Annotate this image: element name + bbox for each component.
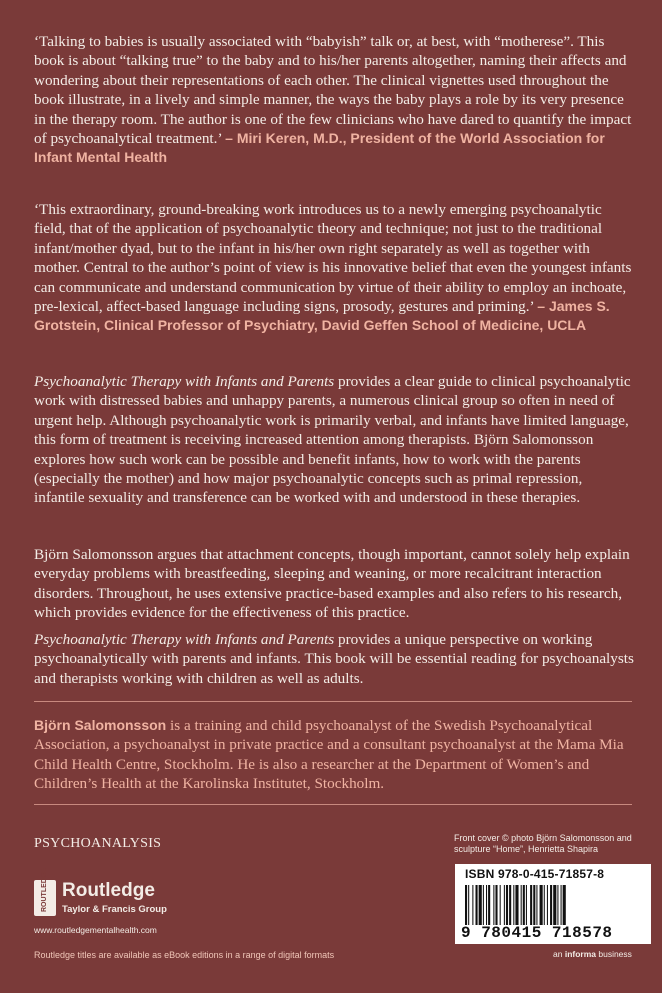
- barcode-bar: [493, 885, 494, 925]
- barcode-bar: [476, 885, 478, 925]
- barcode-bar: [483, 885, 484, 925]
- description-paragraph-3: [34, 630, 634, 688]
- paragraph-text: provides a clear guide to clinical psychoanalytic work with distressed babies and unhappy parents, a numerous clinical group so often in need of urgent help. Although psychoanalytic work is primarily verbal, and infants have limited language, this form of treatment is receiving increased attention among therapists. Björn Salomonsson explores how such work can be possible and benefit infants, how to work with the parents (especially the mother) and how major psychoanalytic concepts such as primal repression, infantile sexuality and transference can be worked with and understood in these therapies.: [34, 373, 631, 507]
- cover-credit: Front cover © photo Björn Salomonsson and sculpture “Home”, Henrietta Shapira: [454, 833, 632, 854]
- barcode-bar: [506, 885, 508, 925]
- barcode-bar: [561, 885, 562, 925]
- publisher-logo: [34, 868, 214, 920]
- barcode-bar: [495, 885, 497, 925]
- publisher-group: Taylor & Francis Group: [62, 904, 167, 915]
- divider: [34, 701, 632, 702]
- description-paragraph-1: [34, 372, 634, 508]
- routledge-mark-icon: [34, 868, 56, 916]
- barcode-bar: [553, 885, 556, 925]
- barcode-bar: [488, 885, 490, 925]
- publisher-name: Routledge: [62, 880, 155, 901]
- informa-prefix: an: [553, 949, 565, 959]
- informa-suffix: business: [596, 949, 632, 959]
- barcode-bar: [500, 885, 501, 925]
- barcode-bar: [509, 885, 511, 925]
- barcode-bar: [523, 885, 525, 925]
- author-name: Björn Salomonsson: [34, 717, 167, 733]
- barcode-bar: [533, 885, 535, 925]
- barcode-bars-icon: [463, 885, 643, 925]
- barcode-bar: [544, 885, 545, 925]
- barcode-bar: [563, 885, 566, 925]
- quote-keren: [34, 32, 634, 168]
- barcode-bar: [540, 885, 543, 925]
- barcode-bar: [530, 885, 532, 925]
- publisher-website: www.routledgementalhealth.com: [34, 925, 157, 935]
- barcode-number: 9 780415 718578: [461, 924, 613, 942]
- book-title-italic: Psychoanalytic Therapy with Infants and Parents: [34, 373, 335, 390]
- barcode-bar: [472, 885, 473, 925]
- quote-text: ‘This extraordinary, ground-breaking work introduces us to a newly emerging psychoanalytic field, that of the application of psychoanalytic theory and technique; not just to the traditional infant/mother dyad, but to the infant in his/her own right separately as well as together with mother. Central to the author’s point of view is his innovative belief that even the youngest infants can communicate and understand communication by virtue of their ability to employ an inchoate, pre-lexical, affect-based language including signs, prosody, gestures and priming.’: [34, 201, 632, 316]
- author-bio-text: is a training and child psychoanalyst of the Swedish Psychoanalytical Association, a psychoanalyst in private practice and a consultant psychoanalyst at the Mama Mia Child Health Centre, Stockholm. He is also a researcher at the Department of Women’s and Children’s Health at the Karolinska Institutet, Stockholm.: [34, 717, 624, 793]
- barcode-bar: [547, 885, 548, 925]
- description-paragraph-2: Björn Salomonsson argues that attachment concepts, though important, cannot solely help explain everyday problems with breastfeeding, sleeping and weaning, or more recalcitrant interaction disorders. Throughout, he uses extensive practice-based examples and also refers to his research, which provides evidence for the effectiveness of this practice.: [34, 546, 630, 622]
- divider: [34, 804, 632, 805]
- barcode-bar: [521, 885, 522, 925]
- barcode-bar: [504, 885, 505, 925]
- logo-mark-text: ROUTLEDGE: [41, 868, 48, 912]
- barcode-bar: [526, 885, 527, 925]
- barcode-bar: [550, 885, 552, 925]
- book-title-italic: Psychoanalytic Therapy with Infants and Parents: [34, 631, 335, 648]
- barcode: [455, 864, 651, 944]
- subject-category: PSYCHOANALYSIS: [34, 836, 162, 851]
- barcode-bar: [515, 885, 518, 925]
- quote-text: ‘Talking to babies is usually associated with “babyish” talk or, at best, with “motherese”. This book is about “talking true” to the baby and to his/her parents altogether, naming their affects and wondering about their representations of each other. The clinical vignettes used throughout the book illustrate, in a lively and simple manner, the ways the baby plays a role by its very presence in the therapy room. The author is one of the few clinicians who have dared to quantify the impact of psychoanalytical treatment.’: [34, 33, 632, 148]
- barcode-bar: [479, 885, 482, 925]
- barcode-bar: [465, 885, 467, 925]
- informa-brand: informa: [564, 949, 596, 959]
- quote-attribution: – Miri Keren, M.D., President of the World Association for Infant Mental Health: [34, 130, 605, 166]
- informa-business: [553, 949, 632, 959]
- barcode-bar: [486, 885, 487, 925]
- barcode-bar: [513, 885, 514, 925]
- barcode-bar: [557, 885, 558, 925]
- barcode-bar: [468, 885, 469, 925]
- quote-grotstein: [34, 200, 634, 336]
- isbn-label: ISBN 978-0-415-71857-8: [465, 867, 605, 881]
- ebook-note: Routledge titles are available as eBook editions in a range of digital formats: [34, 950, 335, 960]
- author-bio: [34, 716, 634, 794]
- quote-attribution: – James S. Grotstein, Clinical Professor of Psychiatry, David Geffen School of Medicine, UCLA: [34, 298, 610, 334]
- paragraph-text: provides a unique perspective on working psychoanalytically with parents and infants. This book will be essential reading for psychoanalysts and therapists working with children as well as adults.: [34, 631, 634, 687]
- barcode-bar: [536, 885, 537, 925]
